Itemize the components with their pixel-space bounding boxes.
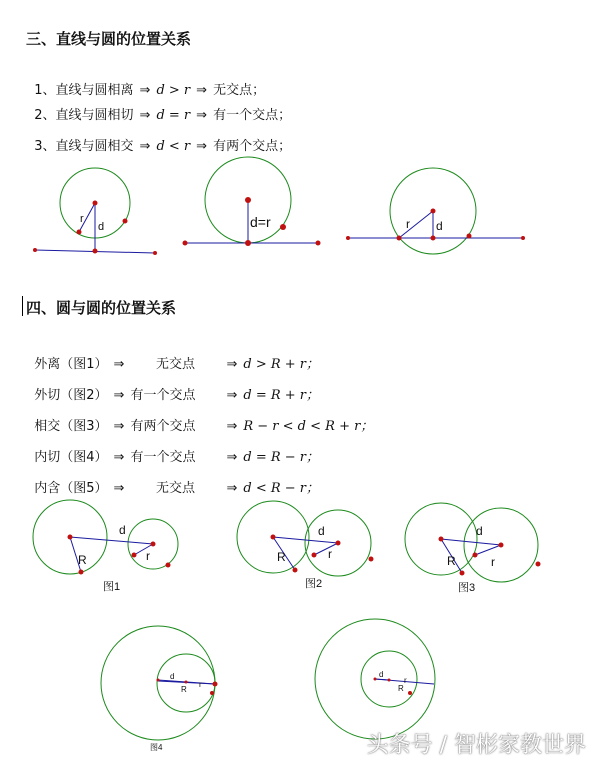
label-d: d xyxy=(318,524,325,538)
label-R: R xyxy=(277,550,286,564)
point xyxy=(77,230,82,235)
caption: 图4 xyxy=(150,743,163,752)
point xyxy=(183,241,188,246)
point xyxy=(245,240,251,246)
implies-arrow: ⇒ xyxy=(226,481,238,496)
center-distance xyxy=(70,537,153,544)
implies-arrow: ⇒ xyxy=(226,388,238,403)
point xyxy=(346,236,350,240)
result: 无交点 xyxy=(155,481,195,496)
label-d: d xyxy=(436,219,443,233)
caption: 图1 xyxy=(103,581,121,593)
point xyxy=(93,249,98,254)
implies-arrow: ⇒ xyxy=(196,139,208,154)
implies-arrow: ⇒ xyxy=(113,419,125,434)
implies-arrow: ⇒ xyxy=(196,108,208,123)
result: 有两个交点 xyxy=(130,419,196,434)
label-d: d xyxy=(98,221,105,233)
condition: d > r xyxy=(156,83,191,98)
point xyxy=(213,682,218,687)
caption: 图2 xyxy=(305,578,323,590)
point xyxy=(245,197,251,203)
row-label: 外离（图1） xyxy=(34,357,108,372)
implies-arrow: ⇒ xyxy=(196,83,208,98)
row-label: 2、直线与圆相切 xyxy=(34,108,134,123)
point xyxy=(210,691,214,695)
point xyxy=(79,570,84,575)
result: 有一个交点 xyxy=(130,388,196,403)
point xyxy=(473,553,478,558)
implies-arrow: ⇒ xyxy=(113,481,125,496)
row-label: 相交（图3） xyxy=(34,419,108,434)
figure-line-separate xyxy=(33,168,157,255)
point xyxy=(293,568,298,573)
section4-title: 四、圆与圆的位置关系 xyxy=(26,299,177,317)
label-R: R xyxy=(181,685,187,694)
label-r: r xyxy=(146,549,150,563)
point xyxy=(431,209,436,214)
implies-arrow: ⇒ xyxy=(226,450,238,465)
center-distance xyxy=(441,539,501,545)
point xyxy=(151,542,156,547)
implies-arrow: ⇒ xyxy=(226,357,238,372)
point xyxy=(388,679,391,682)
point xyxy=(316,241,321,246)
label-R: R xyxy=(78,553,87,567)
condition: d > R + r； xyxy=(243,357,319,372)
point xyxy=(369,557,374,562)
point xyxy=(123,219,128,224)
point xyxy=(312,553,317,558)
implies-arrow: ⇒ xyxy=(113,388,125,403)
implies-arrow: ⇒ xyxy=(113,450,125,465)
figure-line-intersect xyxy=(346,168,525,254)
figure-circles-4 xyxy=(101,626,218,752)
label-r: r xyxy=(404,676,407,685)
label-r: r xyxy=(80,213,84,225)
label-R: R xyxy=(447,554,456,568)
condition: d < r xyxy=(156,139,191,154)
small-radius xyxy=(134,544,153,555)
radius-segment xyxy=(399,211,433,238)
watermark: 头条号 / 智彬家教世界 xyxy=(366,733,586,758)
point xyxy=(408,691,412,695)
figure-circles-5 xyxy=(315,619,435,739)
label-d: d xyxy=(170,672,175,681)
result: 无交点； xyxy=(213,83,266,98)
condition: d = R − r； xyxy=(243,450,319,465)
point xyxy=(499,543,504,548)
point xyxy=(536,562,541,567)
section3-title: 三、直线与圆的位置关系 xyxy=(26,30,192,48)
condition: d = r xyxy=(156,108,191,123)
point xyxy=(68,535,73,540)
small-radius xyxy=(314,543,338,555)
row-label: 外切（图2） xyxy=(34,388,108,403)
implies-arrow: ⇒ xyxy=(139,139,151,154)
label-d: d xyxy=(379,670,384,679)
small-radius xyxy=(475,545,501,555)
row-label: 内含（图5） xyxy=(34,481,108,496)
label-r: r xyxy=(491,555,495,569)
implies-arrow: ⇒ xyxy=(139,83,151,98)
result: 有两个交点； xyxy=(213,139,292,154)
label-R: R xyxy=(398,684,404,693)
implies-arrow: ⇒ xyxy=(139,108,151,123)
point xyxy=(336,541,341,546)
row-label: 1、直线与圆相离 xyxy=(34,83,134,98)
point xyxy=(460,571,465,576)
implies-arrow: ⇒ xyxy=(226,419,238,434)
row-label: 3、直线与圆相交 xyxy=(34,139,134,154)
figure-circles-2 xyxy=(237,501,374,590)
point xyxy=(374,678,377,681)
point xyxy=(431,236,436,241)
figure-circles-1 xyxy=(33,500,178,593)
point xyxy=(521,236,525,240)
point xyxy=(185,681,188,684)
result: 无交点 xyxy=(155,357,195,372)
point xyxy=(33,248,37,252)
point xyxy=(166,563,171,568)
condition: d < R − r； xyxy=(243,481,319,496)
row-label: 内切（图4） xyxy=(34,450,108,465)
condition: R − r < d < R + r； xyxy=(243,419,374,434)
label-r: r xyxy=(406,217,410,231)
point xyxy=(271,535,276,540)
result: 有一个交点 xyxy=(130,450,196,465)
condition: d = R + r； xyxy=(243,388,319,403)
caption: 图3 xyxy=(458,582,476,594)
label-d: d xyxy=(119,523,126,537)
label-d: d xyxy=(476,524,483,538)
label-r: r xyxy=(328,547,332,561)
label-d-equals-r: d=r xyxy=(250,214,271,230)
point xyxy=(280,224,286,230)
point xyxy=(132,553,137,558)
point xyxy=(157,679,160,682)
figure-line-tangent xyxy=(183,157,321,246)
implies-arrow: ⇒ xyxy=(113,357,125,372)
point xyxy=(93,201,98,206)
label-r: r xyxy=(199,680,202,689)
figure-circles-3 xyxy=(405,503,541,594)
point xyxy=(397,236,402,241)
point xyxy=(439,537,444,542)
point xyxy=(467,234,472,239)
point xyxy=(153,251,157,255)
result: 有一个交点； xyxy=(213,108,292,123)
